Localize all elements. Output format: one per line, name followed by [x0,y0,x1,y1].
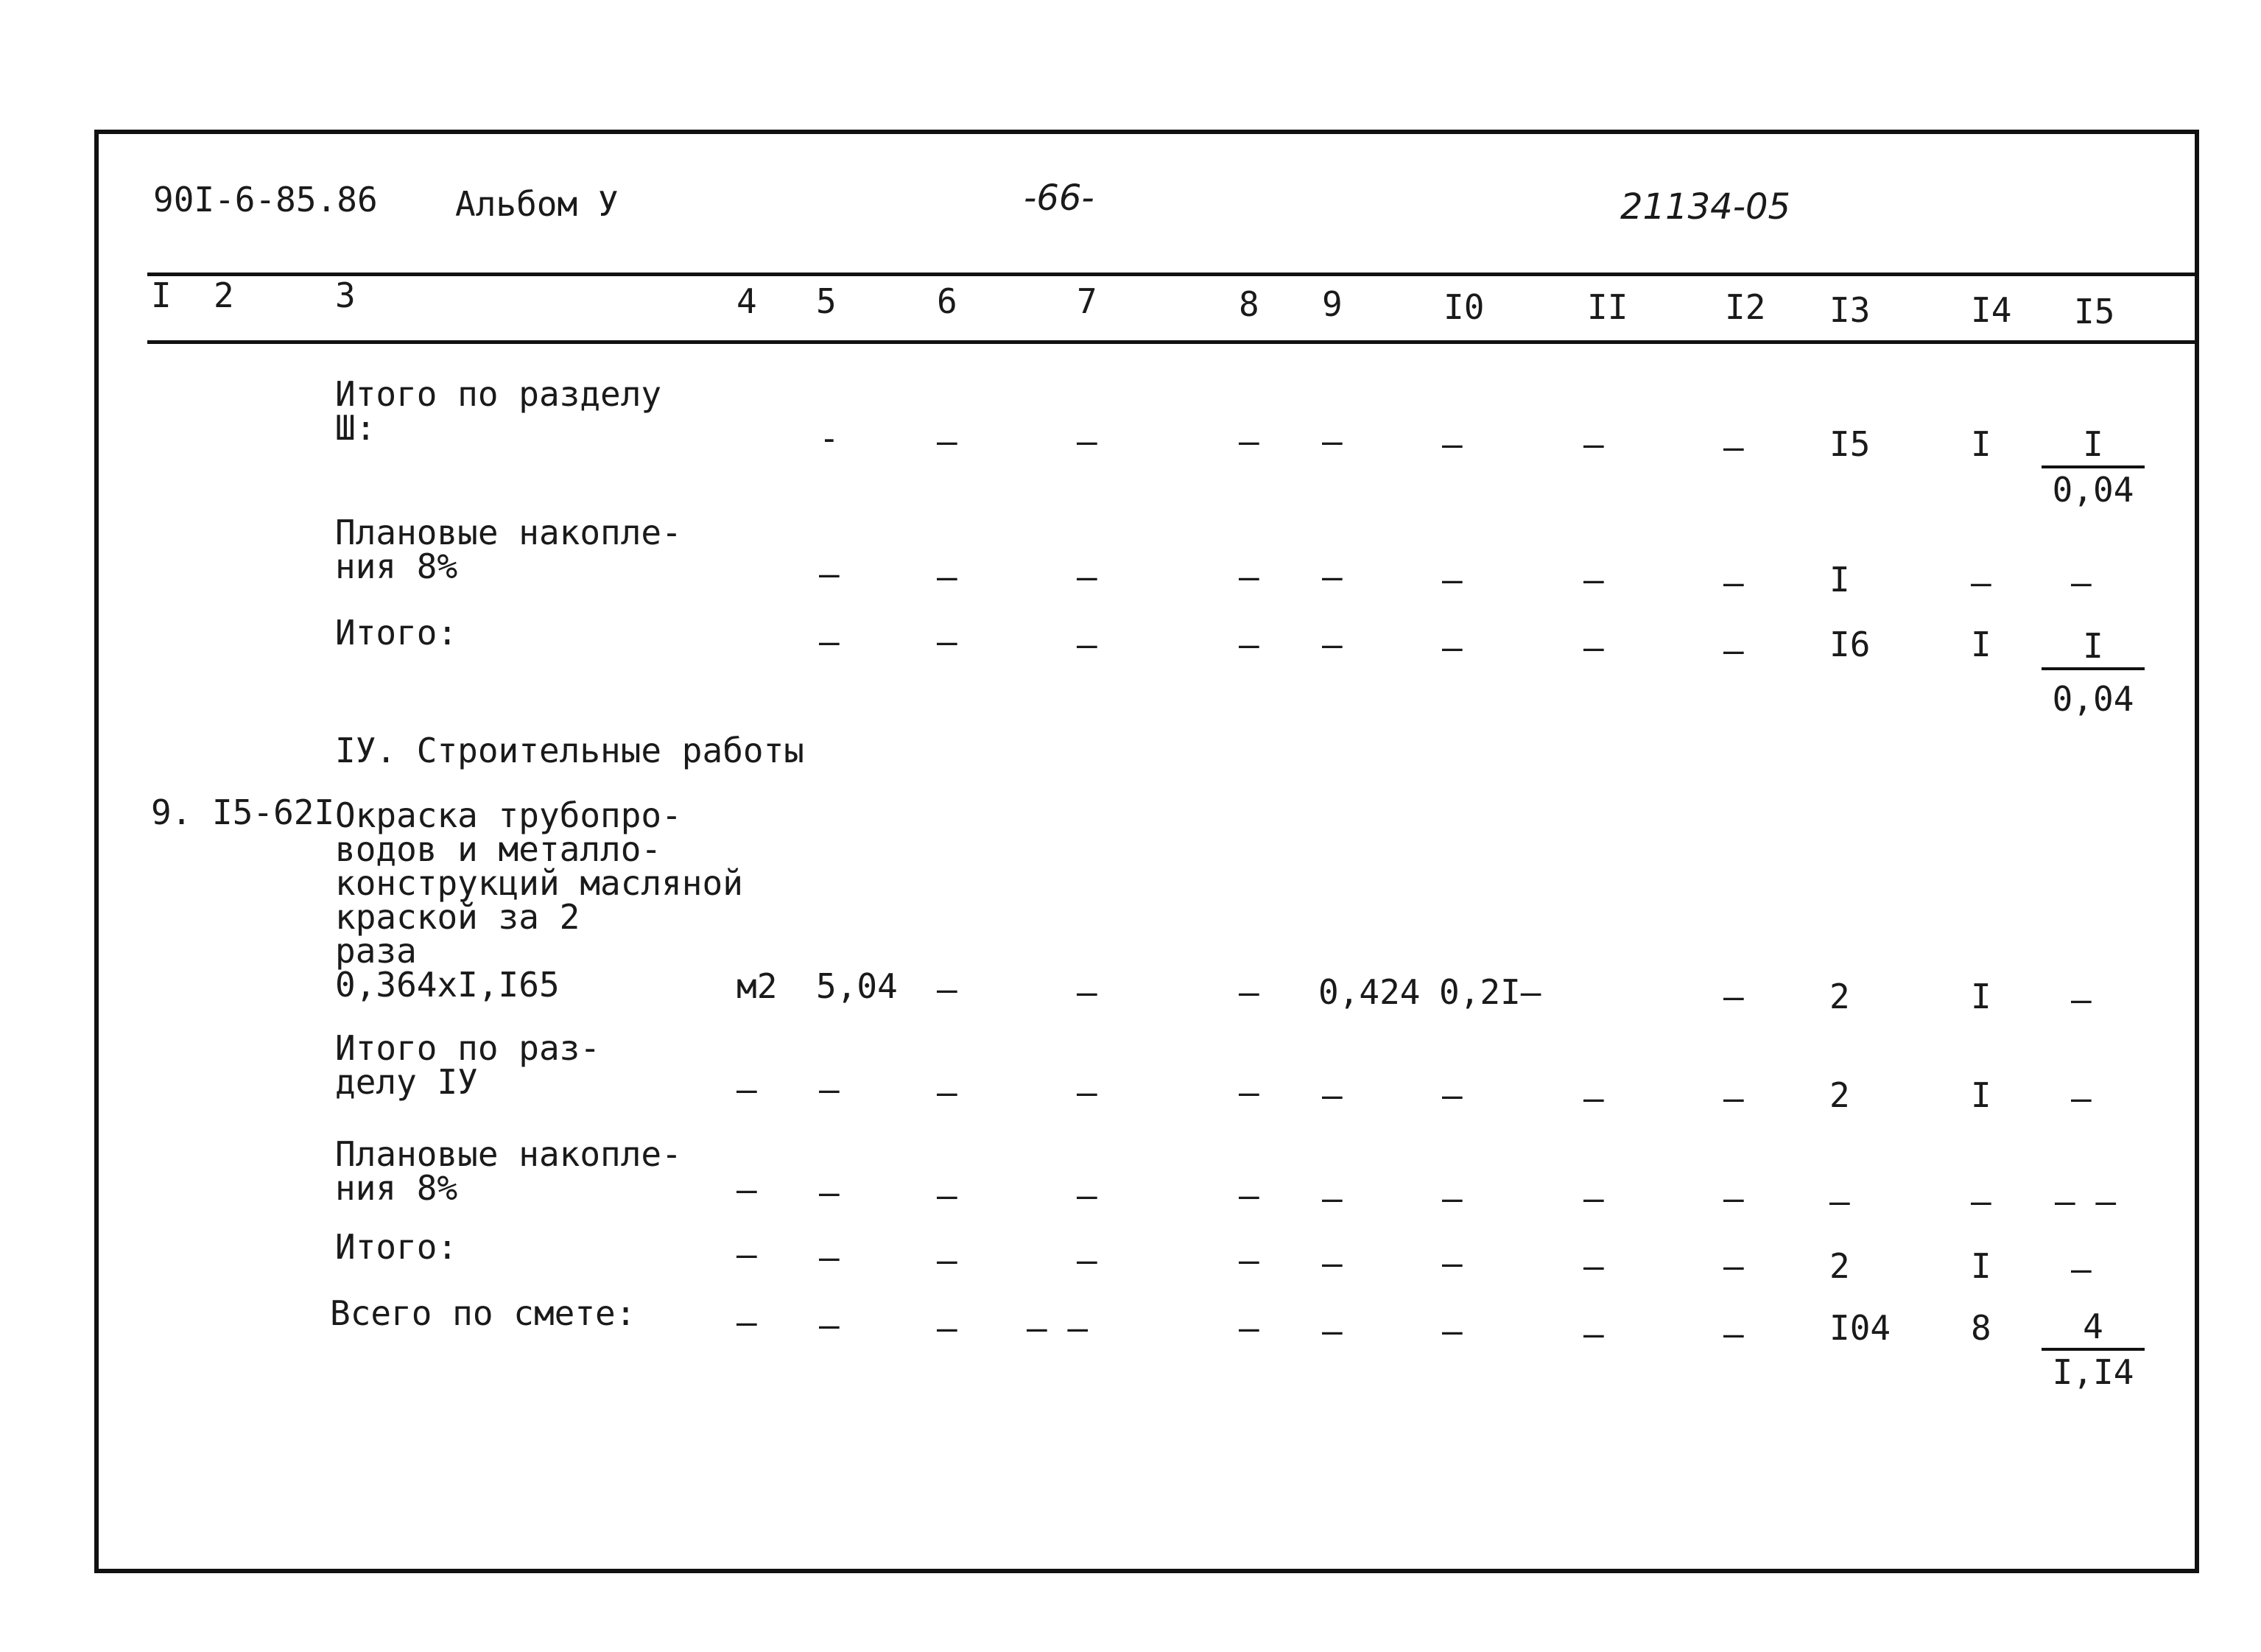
cell-c9: – [1322,625,1343,664]
cell-c12: – [1723,1246,1744,1286]
cell-c12: – [1723,1178,1744,1218]
cell-c13: I6 [1829,625,1871,664]
cell-c8: – [1239,557,1259,597]
cell-c15: – [2071,980,2092,1019]
cell-c15-fraction [2042,426,2145,508]
cell-c11: – [1583,560,1604,600]
cell-c11: – [1583,1246,1604,1286]
cell-c13: I04 [1829,1308,1891,1348]
cell-c8: – [1239,1175,1259,1215]
cell-c6: – [937,557,957,597]
cell-c12: – [1723,1078,1744,1118]
col-num-14: I4 [1971,290,2012,330]
cell-c5: – [819,1305,840,1345]
cell-c9: – [1322,1178,1343,1218]
cell-c15: – [2071,1249,2092,1289]
row-label: Итого по разделу Ш: [335,374,662,448]
cell-c5: – [819,1237,840,1277]
cell-c6: – [937,1175,957,1215]
header-rule-top [147,273,2195,276]
cell-c4: – [736,1302,757,1342]
col-num-11: II [1587,287,1628,327]
col-num-12: I2 [1725,287,1766,327]
cell-c10: – [1442,424,1463,464]
row-label: Плановые накопле- ния 8% [335,1134,682,1208]
row-label: Плановые накопле- ния 8% [335,513,682,586]
cell-c12: – [1723,977,1744,1016]
cell-c5: – [819,1173,840,1212]
cell-unit: м2 [736,966,778,1006]
cell-c6: – [937,421,957,461]
col-num-15: I5 [2074,292,2115,331]
cell-c9: 0,424 [1318,972,1421,1012]
album-label: Альбом У [455,184,619,224]
cell-c14: – [1971,563,1991,602]
row-label: Всего по смете: [330,1293,636,1333]
cell-c13: 2 [1829,1246,1850,1286]
cell-c7: – [1077,1240,1097,1280]
cell-c14: I [1971,977,1991,1016]
section-title: IУ. Строительные работы [335,731,804,770]
fraction-denominator: I,I4 [2052,1352,2134,1392]
col-num-2: 2 [214,275,234,315]
fraction-denominator: 0,04 [2052,470,2134,510]
cell-c5: – [819,622,840,661]
cell-c13: – [1829,1181,1850,1221]
cell-c8: – [1239,1240,1259,1280]
col-num-8: 8 [1239,284,1259,324]
cell-c5: - [819,418,840,458]
cell-c13: I5 [1829,424,1871,464]
cell-c15: – [2071,563,2092,602]
col-num-1: I [151,275,172,315]
cell-c10: – [1442,1075,1463,1115]
cell-c5: 5,04 [816,966,898,1006]
cell-c7: – [1077,557,1097,597]
cell-c10: – [1442,1178,1463,1218]
cell-c15: – [2071,1078,2092,1118]
cell-c9: – [1322,1075,1343,1115]
cell-c7: – [1077,625,1097,664]
fraction-numerator: I [2042,628,2145,670]
cell-c13: I [1829,560,1850,600]
cell-c8: – [1239,625,1259,664]
cell-c12: – [1723,427,1744,467]
row-label: Итого: [335,613,458,653]
cell-c11: – [1583,628,1604,667]
col-num-4: 4 [736,281,757,321]
page-number: -66- [1024,177,1094,219]
cell-c5: – [819,1069,840,1109]
cell-c15-fraction [2042,1308,2145,1391]
row-label: Окраска трубопро- водов и металло- конструкций масляной краской за 2 раза 0,364xI,I65 [335,795,743,1005]
cell-c4: – [736,1069,757,1109]
item-code: I5-62I [212,792,335,832]
cell-c14: I [1971,1246,1991,1286]
sheet-number: 21134-05 [1620,186,1791,228]
cell-c11: – [1583,1078,1604,1118]
cell-c13: 2 [1829,1075,1850,1115]
cell-c11: – [1583,1178,1604,1218]
cell-c14: 8 [1971,1308,1991,1348]
cell-c7: – – [1027,1308,1089,1348]
cell-c13: 2 [1829,977,1850,1016]
cell-c11: – [1583,424,1604,464]
cell-c8: – [1239,1072,1259,1112]
cell-c5: – [819,554,840,594]
col-num-7: 7 [1077,281,1097,321]
cell-c7: – [1077,972,1097,1012]
col-num-9: 9 [1322,284,1343,324]
fraction-denominator: 0,04 [2052,679,2134,719]
cell-c8: – [1239,972,1259,1012]
col-num-5: 5 [816,281,837,321]
col-num-13: I3 [1829,290,1871,330]
cell-c10: 0,2I– [1439,972,1541,1012]
cell-c6: – [937,622,957,661]
row-label: Итого: [335,1227,458,1267]
cell-c9: – [1322,1243,1343,1283]
cell-c10: – [1442,1311,1463,1351]
cell-c9: – [1322,1311,1343,1351]
cell-c10: – [1442,560,1463,600]
cell-c10: – [1442,628,1463,667]
cell-c6: – [937,1072,957,1112]
col-num-3: 3 [335,275,356,315]
row-label: Итого по раз- делу IУ [335,1028,601,1102]
cell-c7: – [1077,421,1097,461]
cell-c14: I [1971,424,1991,464]
cell-c9: – [1322,557,1343,597]
cell-c8: – [1239,1308,1259,1348]
cell-c14: – [1971,1181,1991,1221]
cell-c12: – [1723,630,1744,670]
item-number: 9. [151,792,192,832]
cell-c4: – [736,1234,757,1274]
cell-c12: – [1723,1314,1744,1354]
cell-c15: – – [2055,1181,2117,1221]
cell-c6: – [937,969,957,1009]
cell-c14: I [1971,1075,1991,1115]
cell-c7: – [1077,1072,1097,1112]
fraction-numerator: I [2042,426,2145,468]
cell-c4: – [736,1170,757,1209]
cell-c8: – [1239,421,1259,461]
doc-code: 90I-6-85.86 [153,180,378,219]
cell-c9: – [1322,421,1343,461]
cell-c7: – [1077,1175,1097,1215]
cell-c15-fraction [2042,628,2145,717]
cell-c6: – [937,1240,957,1280]
header-rule-bottom [147,340,2195,344]
cell-c11: – [1583,1314,1604,1354]
col-num-6: 6 [937,281,957,321]
fraction-numerator: 4 [2042,1308,2145,1351]
cell-c10: – [1442,1243,1463,1283]
col-num-10: I0 [1444,287,1485,327]
cell-c14: I [1971,625,1991,664]
cell-c6: – [937,1308,957,1348]
cell-c12: – [1723,563,1744,602]
